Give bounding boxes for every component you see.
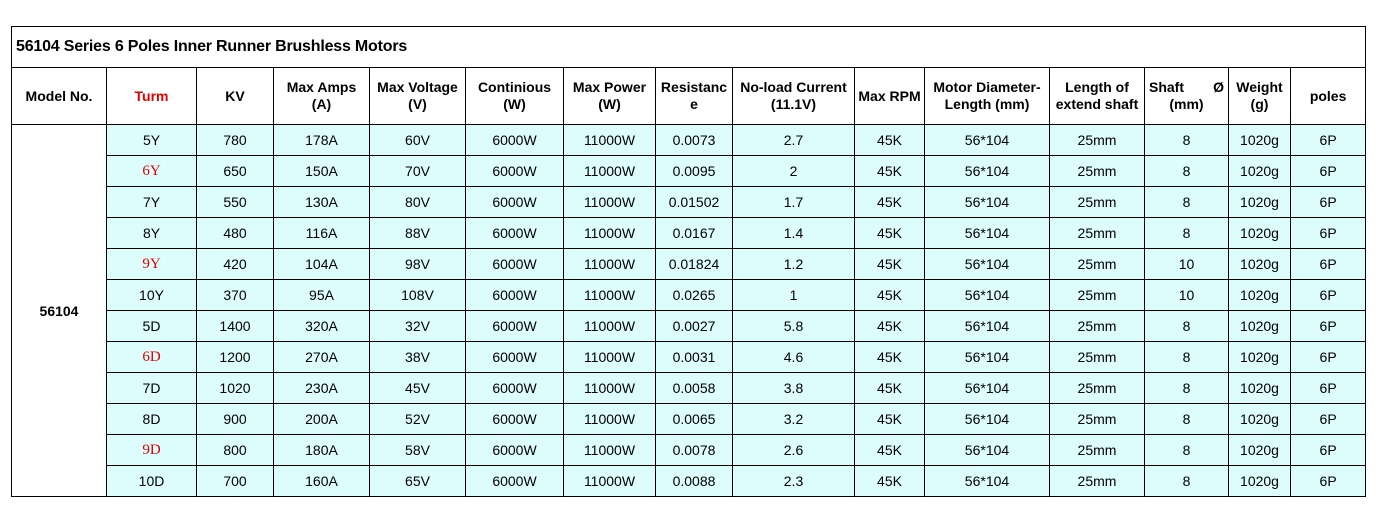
header-max-power: Max Power (W) <box>564 68 656 125</box>
shaft-length-cell: 25mm <box>1050 249 1145 280</box>
shaft-diameter-cell: 10 <box>1145 280 1229 311</box>
max-voltage-cell: 65V <box>370 466 466 497</box>
kv-cell: 480 <box>197 218 274 249</box>
max-amps-cell: 95A <box>274 280 370 311</box>
turn-cell: 6D <box>107 342 197 373</box>
table-row <box>12 342 1366 373</box>
no-load-current-cell: 5.8 <box>733 311 855 342</box>
no-load-current-cell: 2.6 <box>733 435 855 466</box>
resistance-cell: 0.0027 <box>656 311 733 342</box>
poles-cell: 6P <box>1291 156 1366 187</box>
continious-cell: 6000W <box>466 466 564 497</box>
header-shaft-length: Length of extend shaft <box>1050 68 1145 125</box>
max-amps-cell: 130A <box>274 187 370 218</box>
max-amps-cell: 180A <box>274 435 370 466</box>
max-rpm-cell: 45K <box>855 125 925 156</box>
poles-cell: 6P <box>1291 249 1366 280</box>
weight-cell: 1020g <box>1229 435 1291 466</box>
resistance-cell: 0.0031 <box>656 342 733 373</box>
table-row <box>12 249 1366 280</box>
max-amps-cell: 270A <box>274 342 370 373</box>
shaft-length-cell: 25mm <box>1050 311 1145 342</box>
max-voltage-cell: 98V <box>370 249 466 280</box>
turn-cell: 7Y <box>107 187 197 218</box>
weight-cell: 1020g <box>1229 404 1291 435</box>
table-row <box>12 280 1366 311</box>
continious-cell: 6000W <box>466 218 564 249</box>
no-load-current-cell: 1.7 <box>733 187 855 218</box>
kv-cell: 1020 <box>197 373 274 404</box>
shaft-diameter-cell: 8 <box>1145 125 1229 156</box>
shaft-diameter-cell: 8 <box>1145 404 1229 435</box>
max-voltage-cell: 38V <box>370 342 466 373</box>
shaft-diameter-cell: 10 <box>1145 249 1229 280</box>
max-power-cell: 11000W <box>564 156 656 187</box>
weight-cell: 1020g <box>1229 466 1291 497</box>
header-row <box>12 68 1366 125</box>
no-load-current-cell: 2 <box>733 156 855 187</box>
turn-cell: 9Y <box>107 249 197 280</box>
motor-dimensions-cell: 56*104 <box>925 404 1050 435</box>
motor-dimensions-cell: 56*104 <box>925 311 1050 342</box>
shaft-length-cell: 25mm <box>1050 373 1145 404</box>
motor-spec-table <box>11 26 1366 497</box>
kv-cell: 700 <box>197 466 274 497</box>
shaft-length-cell: 25mm <box>1050 404 1145 435</box>
max-voltage-cell: 108V <box>370 280 466 311</box>
weight-cell: 1020g <box>1229 249 1291 280</box>
table-title: 56104 Series 6 Poles Inner Runner Brushless Motors <box>12 27 1366 68</box>
max-amps-cell: 116A <box>274 218 370 249</box>
weight-cell: 1020g <box>1229 218 1291 249</box>
max-amps-cell: 230A <box>274 373 370 404</box>
max-power-cell: 11000W <box>564 435 656 466</box>
no-load-current-cell: 1 <box>733 280 855 311</box>
max-power-cell: 11000W <box>564 342 656 373</box>
shaft-length-cell: 25mm <box>1050 187 1145 218</box>
max-voltage-cell: 32V <box>370 311 466 342</box>
continious-cell: 6000W <box>466 249 564 280</box>
continious-cell: 6000W <box>466 342 564 373</box>
header-turn: Turm <box>107 68 197 125</box>
resistance-cell: 0.0065 <box>656 404 733 435</box>
weight-cell: 1020g <box>1229 342 1291 373</box>
resistance-cell: 0.0073 <box>656 125 733 156</box>
shaft-length-cell: 25mm <box>1050 342 1145 373</box>
max-voltage-cell: 88V <box>370 218 466 249</box>
no-load-current-cell: 2.7 <box>733 125 855 156</box>
continious-cell: 6000W <box>466 404 564 435</box>
resistance-cell: 0.0078 <box>656 435 733 466</box>
poles-cell: 6P <box>1291 125 1366 156</box>
no-load-current-cell: 4.6 <box>733 342 855 373</box>
table-row <box>12 404 1366 435</box>
max-rpm-cell: 45K <box>855 435 925 466</box>
max-power-cell: 11000W <box>564 125 656 156</box>
shaft-diameter-cell: 8 <box>1145 373 1229 404</box>
continious-cell: 6000W <box>466 156 564 187</box>
kv-cell: 800 <box>197 435 274 466</box>
motor-dimensions-cell: 56*104 <box>925 249 1050 280</box>
resistance-cell: 0.0058 <box>656 373 733 404</box>
max-amps-cell: 104A <box>274 249 370 280</box>
header-max-amps: Max Amps (A) <box>274 68 370 125</box>
max-voltage-cell: 45V <box>370 373 466 404</box>
shaft-diameter-cell: 8 <box>1145 156 1229 187</box>
turn-cell: 6Y <box>107 156 197 187</box>
shaft-diameter-cell: 8 <box>1145 435 1229 466</box>
kv-cell: 1200 <box>197 342 274 373</box>
shaft-diameter-cell: 8 <box>1145 187 1229 218</box>
max-rpm-cell: 45K <box>855 187 925 218</box>
header-no-load-current: No-load Current (11.1V) <box>733 68 855 125</box>
no-load-current-cell: 2.3 <box>733 466 855 497</box>
kv-cell: 420 <box>197 249 274 280</box>
turn-cell: 10D <box>107 466 197 497</box>
shaft-length-cell: 25mm <box>1050 218 1145 249</box>
motor-dimensions-cell: 56*104 <box>925 466 1050 497</box>
continious-cell: 6000W <box>466 373 564 404</box>
max-amps-cell: 178A <box>274 125 370 156</box>
shaft-diameter-cell: 8 <box>1145 466 1229 497</box>
max-rpm-cell: 45K <box>855 249 925 280</box>
resistance-cell: 0.0265 <box>656 280 733 311</box>
max-power-cell: 11000W <box>564 249 656 280</box>
motor-dimensions-cell: 56*104 <box>925 435 1050 466</box>
max-rpm-cell: 45K <box>855 404 925 435</box>
weight-cell: 1020g <box>1229 125 1291 156</box>
motor-dimensions-cell: 56*104 <box>925 187 1050 218</box>
kv-cell: 900 <box>197 404 274 435</box>
header-kv: KV <box>197 68 274 125</box>
table-row <box>12 156 1366 187</box>
max-voltage-cell: 58V <box>370 435 466 466</box>
header-motor-dimensions: Motor Diameter- Length (mm) <box>925 68 1050 125</box>
poles-cell: 6P <box>1291 466 1366 497</box>
kv-cell: 370 <box>197 280 274 311</box>
turn-cell: 8Y <box>107 218 197 249</box>
motor-dimensions-cell: 56*104 <box>925 342 1050 373</box>
max-power-cell: 11000W <box>564 311 656 342</box>
continious-cell: 6000W <box>466 435 564 466</box>
max-amps-cell: 320A <box>274 311 370 342</box>
kv-cell: 550 <box>197 187 274 218</box>
motor-dimensions-cell: 56*104 <box>925 373 1050 404</box>
shaft-length-cell: 25mm <box>1050 435 1145 466</box>
resistance-cell: 0.01502 <box>656 187 733 218</box>
turn-cell: 10Y <box>107 280 197 311</box>
shaft-diameter-cell: 8 <box>1145 311 1229 342</box>
continious-cell: 6000W <box>466 280 564 311</box>
turn-cell: 5Y <box>107 125 197 156</box>
motor-dimensions-cell: 56*104 <box>925 280 1050 311</box>
shaft-diameter-cell: 8 <box>1145 218 1229 249</box>
weight-cell: 1020g <box>1229 311 1291 342</box>
motor-dimensions-cell: 56*104 <box>925 156 1050 187</box>
max-voltage-cell: 52V <box>370 404 466 435</box>
title-row <box>12 27 1366 68</box>
weight-cell: 1020g <box>1229 373 1291 404</box>
poles-cell: 6P <box>1291 342 1366 373</box>
max-power-cell: 11000W <box>564 466 656 497</box>
model-number-cell: 56104 <box>12 125 107 497</box>
motor-dimensions-cell: 56*104 <box>925 125 1050 156</box>
weight-cell: 1020g <box>1229 187 1291 218</box>
spec-sheet <box>11 26 1365 497</box>
max-power-cell: 11000W <box>564 218 656 249</box>
max-amps-cell: 160A <box>274 466 370 497</box>
max-rpm-cell: 45K <box>855 466 925 497</box>
table-row <box>12 187 1366 218</box>
no-load-current-cell: 1.2 <box>733 249 855 280</box>
table-row <box>12 466 1366 497</box>
table-row <box>12 373 1366 404</box>
turn-cell: 7D <box>107 373 197 404</box>
poles-cell: 6P <box>1291 373 1366 404</box>
weight-cell: 1020g <box>1229 156 1291 187</box>
table-row <box>12 218 1366 249</box>
poles-cell: 6P <box>1291 311 1366 342</box>
max-power-cell: 11000W <box>564 373 656 404</box>
max-rpm-cell: 45K <box>855 156 925 187</box>
max-power-cell: 11000W <box>564 280 656 311</box>
header-continious: Continious (W) <box>466 68 564 125</box>
header-max-voltage: Max Voltage (V) <box>370 68 466 125</box>
no-load-current-cell: 3.8 <box>733 373 855 404</box>
header-resistance: Resistanc e <box>656 68 733 125</box>
poles-cell: 6P <box>1291 280 1366 311</box>
max-rpm-cell: 45K <box>855 280 925 311</box>
kv-cell: 1400 <box>197 311 274 342</box>
resistance-cell: 0.0095 <box>656 156 733 187</box>
no-load-current-cell: 3.2 <box>733 404 855 435</box>
header-poles: poles <box>1291 68 1366 125</box>
kv-cell: 780 <box>197 125 274 156</box>
shaft-length-cell: 25mm <box>1050 466 1145 497</box>
max-voltage-cell: 60V <box>370 125 466 156</box>
no-load-current-cell: 1.4 <box>733 218 855 249</box>
shaft-length-cell: 25mm <box>1050 125 1145 156</box>
resistance-cell: 0.0167 <box>656 218 733 249</box>
max-rpm-cell: 45K <box>855 342 925 373</box>
max-power-cell: 11000W <box>564 187 656 218</box>
shaft-length-cell: 25mm <box>1050 280 1145 311</box>
continious-cell: 6000W <box>466 187 564 218</box>
poles-cell: 6P <box>1291 435 1366 466</box>
spec-body <box>12 125 1366 497</box>
continious-cell: 6000W <box>466 311 564 342</box>
max-amps-cell: 200A <box>274 404 370 435</box>
kv-cell: 650 <box>197 156 274 187</box>
poles-cell: 6P <box>1291 218 1366 249</box>
max-voltage-cell: 80V <box>370 187 466 218</box>
weight-cell: 1020g <box>1229 280 1291 311</box>
max-power-cell: 11000W <box>564 404 656 435</box>
max-rpm-cell: 45K <box>855 218 925 249</box>
motor-dimensions-cell: 56*104 <box>925 218 1050 249</box>
continious-cell: 6000W <box>466 125 564 156</box>
poles-cell: 6P <box>1291 187 1366 218</box>
max-voltage-cell: 70V <box>370 156 466 187</box>
table-row <box>12 125 1366 156</box>
max-amps-cell: 150A <box>274 156 370 187</box>
resistance-cell: 0.01824 <box>656 249 733 280</box>
max-rpm-cell: 45K <box>855 311 925 342</box>
shaft-diameter-cell: 8 <box>1145 342 1229 373</box>
header-model-no: Model No. <box>12 68 107 125</box>
header-weight: Weight (g) <box>1229 68 1291 125</box>
table-row <box>12 435 1366 466</box>
turn-cell: 5D <box>107 311 197 342</box>
table-row <box>12 311 1366 342</box>
resistance-cell: 0.0088 <box>656 466 733 497</box>
turn-cell: 9D <box>107 435 197 466</box>
header-max-rpm: Max RPM <box>855 68 925 125</box>
turn-cell: 8D <box>107 404 197 435</box>
max-rpm-cell: 45K <box>855 373 925 404</box>
poles-cell: 6P <box>1291 404 1366 435</box>
shaft-length-cell: 25mm <box>1050 156 1145 187</box>
header-shaft-diameter: Shaft Ø (mm) <box>1145 68 1229 125</box>
